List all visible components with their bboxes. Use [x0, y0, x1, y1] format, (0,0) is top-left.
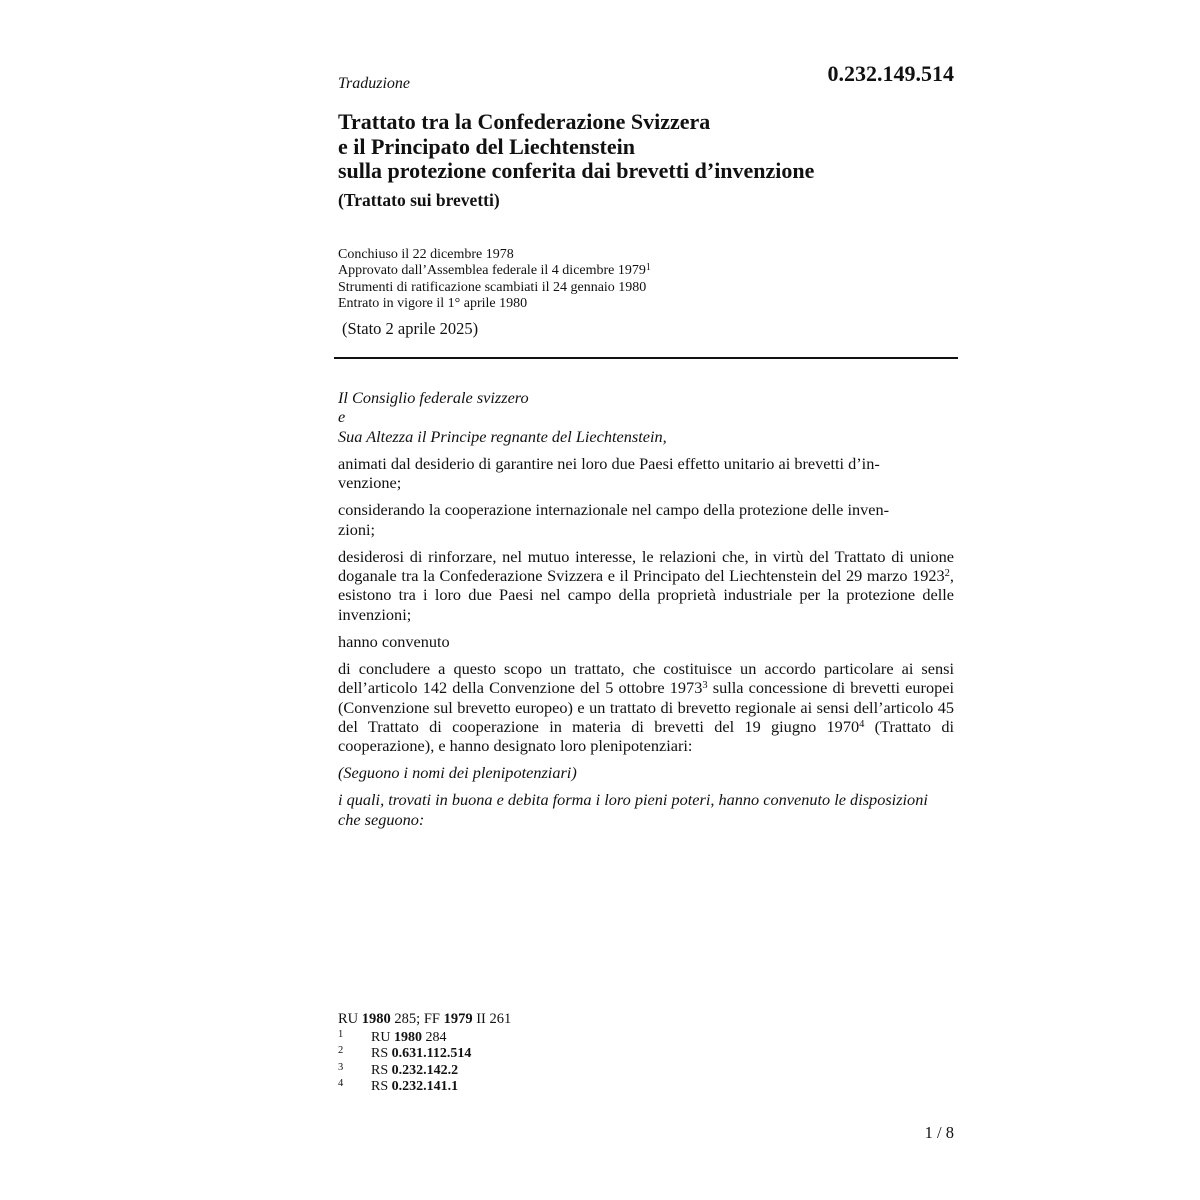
ratification-date: Strumenti di ratificazione scambiati il 24 gennaio 1980	[338, 279, 647, 295]
title-line: sulla protezione conferita dai brevetti d’invenzione	[338, 158, 815, 183]
paragraph-text: , esistono tra i loro due Paesi nel campo della proprietà industriale per la protezione delle invenzioni;	[338, 566, 954, 624]
title-line: e il Principato del Liechtenstein	[338, 133, 635, 159]
document-title	[338, 110, 958, 184]
concluded-date: Conchiuso il 22 dicembre 1978	[338, 247, 514, 262]
ru-page: 285;	[394, 1011, 421, 1027]
conjunction: e	[338, 407, 346, 427]
paragraph-text: (Trattato di cooperazione), e hanno designato loro plenipotenziari:	[338, 717, 954, 756]
paragraph-text: desiderosi di rinforzare, nel mutuo interesse, le relazioni che, in virtù del Trattato di unione doganale tra la Confederazione Svizzera e il Principato del Liechtenstein del 29 marzo 1923	[338, 546, 954, 586]
preamble-paragraph: animati dal desiderio di garantire nei loro due Paesi effetto unitario ai brevetti d’in- venzione;	[338, 453, 880, 493]
footnote-ref[interactable]: 3	[702, 680, 708, 692]
footnote-link[interactable]: 0.232.142.2	[391, 1062, 459, 1078]
party-liechtenstein: Sua Altezza il Principe regnante del Liechtenstein,	[338, 426, 667, 446]
horizontal-rule	[334, 357, 958, 359]
in-force-date: Entrato in vigore il 1° aprile 1980	[338, 295, 528, 311]
footnote-number: 4	[338, 1077, 344, 1089]
preamble-paragraph	[338, 547, 954, 625]
official-compilation-ref	[338, 1011, 511, 1028]
dates-block	[338, 247, 651, 312]
sr-number: 0.232.149.514	[827, 61, 954, 86]
footnote	[338, 1079, 471, 1095]
footnote-prefix: RS	[371, 1078, 389, 1094]
ff-label: FF	[423, 1011, 440, 1027]
status-date: (Stato 2 aprile 2025)	[342, 319, 479, 338]
preamble-paragraph	[338, 659, 954, 756]
short-title: (Trattato sui brevetti)	[338, 190, 500, 210]
footnote-link[interactable]: 1980	[393, 1030, 422, 1045]
footnote-number: 3	[338, 1061, 344, 1073]
page-number: 1 / 8	[924, 1123, 954, 1142]
footnote-prefix: RS	[371, 1062, 389, 1078]
approved-text: Approvato dall’Assemblea federale il 4 dicembre 1979	[338, 263, 646, 279]
title-line: Trattato tra la Confederazione Svizzera	[338, 109, 711, 134]
footnote-number: 1	[338, 1029, 344, 1040]
party-swiss: Il Consiglio federale svizzero	[338, 388, 529, 407]
footnote-prefix: RU	[371, 1030, 391, 1045]
paragraph-text: sulla concessione di brevetti europei (Convenzione sul brevetto europeo) e un trattato di brevetto regionale ai sensi dell’articolo 45 del Trattato di cooperazione in materia di brevetti del 19 giugno 1970	[338, 678, 954, 737]
footnote-ref[interactable]: 2	[944, 568, 950, 580]
footnote-link[interactable]: 0.631.112.514	[391, 1046, 472, 1062]
plenipotentiaries-line: (Seguono i nomi dei plenipotenziari)	[338, 763, 577, 783]
footnote-rest: 284	[425, 1030, 447, 1045]
paragraph-text: di concludere a questo scopo un trattato, che costituisce un accordo particolare ai sensi dell’articolo 142 della Convenzione del 5 ottobre 1973	[338, 658, 954, 698]
ff-year: 1979	[443, 1011, 473, 1027]
ff-page: II 261	[476, 1011, 512, 1027]
agreed-line: hanno convenuto	[338, 631, 450, 651]
ru-year: 1980	[361, 1011, 391, 1027]
translation-label: Traduzione	[338, 75, 411, 92]
approved-date	[338, 263, 651, 279]
preamble	[338, 388, 954, 837]
ru-label: RU	[338, 1011, 359, 1027]
footnote-prefix: RS	[371, 1046, 389, 1062]
closing-line: i quali, trovati in buona e debita forma i loro pieni poteri, hanno convenuto le disposizioni che seguono:	[338, 790, 928, 829]
footnotes	[338, 1030, 471, 1095]
footnote-number: 2	[338, 1045, 344, 1057]
footnote-link[interactable]: 0.232.141.1	[391, 1078, 459, 1094]
footnote-ref[interactable]: 1	[645, 262, 651, 274]
footnote-ref[interactable]: 4	[859, 719, 865, 731]
preamble-paragraph: considerando la cooperazione internazionale nel campo della protezione delle inven- zioni;	[338, 500, 890, 539]
